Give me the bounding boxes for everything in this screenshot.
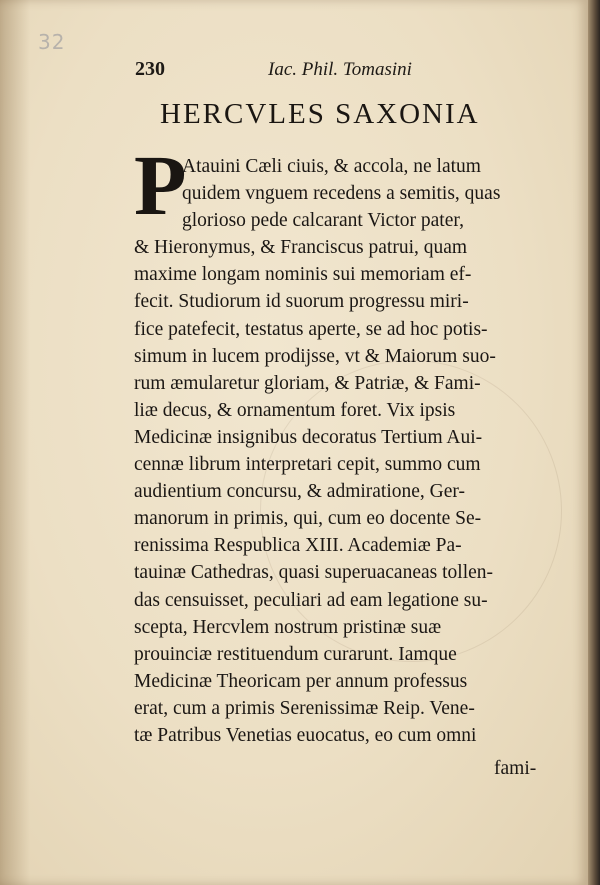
text-line: maxime longam nominis sui memoriam ef-: [134, 264, 472, 286]
text-line: audientium concursu, & admiratione, Ger-: [134, 481, 466, 503]
text-line: liæ decus, & ornamentum foret. Vix ipsis: [134, 399, 456, 421]
text-line: scepta, Hercvlem nostrum pristinæ suæ: [134, 616, 442, 638]
drop-cap: P: [134, 137, 187, 233]
text-line: & Hieronymus, & Franciscus patrui, quam: [134, 237, 468, 259]
text-line: tæ Patribus Venetias euocatus, eo cum omni: [134, 724, 477, 746]
text-line: quidem vnguem recedens a semitis, quas: [182, 183, 501, 205]
text-line: renissima Respublica XIII. Academiæ Pa-: [134, 535, 462, 557]
text-line: erat, cum a primis Serenissimæ Reip. Vene-: [134, 697, 475, 719]
text-line: das censuisset, peculiari ad eam legatione su-: [134, 589, 488, 611]
chapter-title: HERCVLES SAXONIA: [160, 98, 480, 130]
text-line: glorioso pede calcarant Victor pater,: [182, 210, 464, 232]
text-line: rum æmularetur gloriam, & Patriæ, & Fami-: [134, 372, 481, 394]
text-line: cennæ librum interpretari cepit, summo cum: [134, 454, 481, 476]
text-line: fice patefecit, testatus aperte, se ad hoc potis-: [134, 318, 488, 340]
text-line: Medicinæ Theoricam per annum professus: [134, 670, 468, 692]
running-head-author: Iac. Phil. Tomasini: [268, 59, 412, 80]
body-text: [134, 153, 574, 749]
text-line: tauinæ Cathedras, quasi superuacaneas tollen-: [134, 562, 494, 584]
text-line: manorum in primis, qui, cum eo docente Se-: [134, 508, 482, 530]
text-line: prouinciæ restituendum curarunt. Iamque: [134, 643, 457, 665]
book-edge: [588, 0, 600, 885]
page-number: 230: [135, 58, 165, 80]
running-head: [135, 58, 555, 84]
catchword: fami-: [494, 758, 537, 779]
page-gutter-shadow: [0, 0, 30, 885]
text-line: fecit. Studiorum id suorum progressu miri-: [134, 291, 469, 313]
text-line: Atauini Cæli ciuis, & accola, ne latum: [182, 156, 481, 177]
pencil-margin-note: 32: [38, 30, 66, 54]
text-line: simum in lucem prodijsse, vt & Maiorum suo-: [134, 345, 496, 367]
text-line: Medicinæ insignibus decoratus Tertium Aui-: [134, 426, 483, 448]
